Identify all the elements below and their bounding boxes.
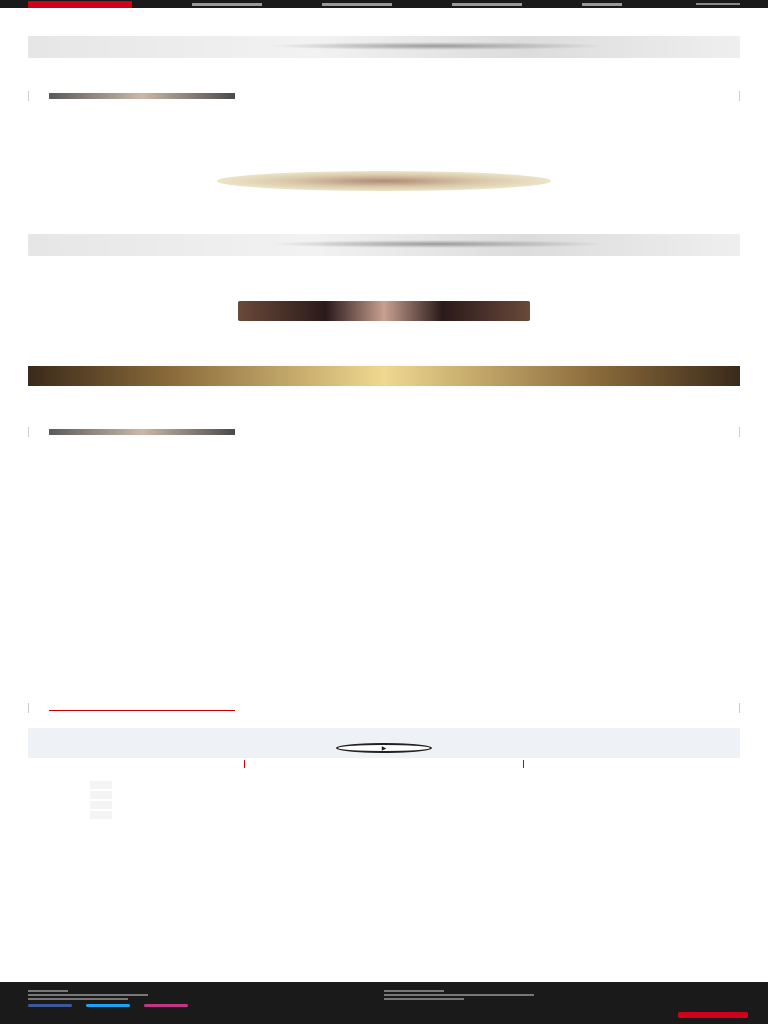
ranked-item[interactable] <box>28 810 740 820</box>
related-thumbnail <box>49 429 235 435</box>
paragraph-2 <box>28 104 740 170</box>
footer-link[interactable] <box>384 998 464 1000</box>
ranked-item[interactable] <box>28 780 740 790</box>
banner-image-2 <box>28 234 740 256</box>
article-image-portrait-1 <box>28 170 740 192</box>
nav-item-2[interactable] <box>322 3 392 6</box>
paragraph-9 <box>28 660 740 700</box>
footer-link[interactable] <box>384 994 534 996</box>
facebook-icon[interactable] <box>28 1004 72 1007</box>
ranked-list <box>28 780 740 820</box>
paragraph-3 <box>28 192 740 234</box>
menu-icon[interactable] <box>696 3 740 5</box>
banner-image-1 <box>28 36 740 58</box>
related-article-1[interactable] <box>28 91 740 101</box>
footer-col-right <box>384 988 740 1007</box>
footer-link[interactable] <box>28 998 128 1000</box>
rank-thumbnail <box>90 781 112 789</box>
footer-link[interactable] <box>28 994 148 996</box>
article-image-strip <box>28 366 740 386</box>
article-content <box>28 8 740 822</box>
load-more-button[interactable] <box>244 760 524 768</box>
portrait-photo <box>217 171 551 191</box>
play-bar <box>44 743 724 753</box>
nav-item-4[interactable] <box>582 3 622 6</box>
article-headline <box>28 8 740 32</box>
site-footer <box>0 982 768 1024</box>
twitter-icon[interactable] <box>86 1004 130 1007</box>
related-article-3[interactable] <box>28 703 740 713</box>
rank-thumbnail <box>90 801 112 809</box>
footer-col-left <box>28 988 384 1007</box>
footer-cta-button[interactable] <box>678 1012 748 1018</box>
nav-item-1[interactable] <box>192 3 262 6</box>
nav-item-3[interactable] <box>452 3 522 6</box>
site-logo[interactable] <box>28 1 132 8</box>
article-image-portrait-2 <box>28 300 740 322</box>
ranked-item[interactable] <box>28 790 740 800</box>
rank-thumbnail <box>90 791 112 799</box>
paragraph-8 <box>28 536 740 636</box>
related-thumbnail <box>49 93 235 99</box>
footer-link[interactable] <box>384 990 444 992</box>
social-links <box>28 1004 384 1007</box>
paragraph-6 <box>28 388 740 424</box>
paragraph-4 <box>28 256 740 300</box>
top-navbar <box>0 0 768 8</box>
promo-box <box>28 728 740 758</box>
section-subhead-1 <box>28 440 740 462</box>
paragraph-7 <box>28 468 740 516</box>
footer-columns <box>28 988 740 1007</box>
instagram-icon[interactable] <box>144 1004 188 1007</box>
related-thumbnail <box>49 705 235 711</box>
play-icon[interactable]: ▶ <box>336 743 432 753</box>
paragraph-5 <box>28 322 740 366</box>
related-article-2[interactable] <box>28 427 740 437</box>
portrait-photo <box>238 301 530 321</box>
promo-text[interactable] <box>44 731 724 741</box>
paragraph-1 <box>28 60 740 88</box>
footer-link[interactable] <box>28 990 68 992</box>
paragraph-10 <box>28 716 740 726</box>
ranked-item[interactable] <box>28 800 740 810</box>
rank-thumbnail <box>90 811 112 819</box>
